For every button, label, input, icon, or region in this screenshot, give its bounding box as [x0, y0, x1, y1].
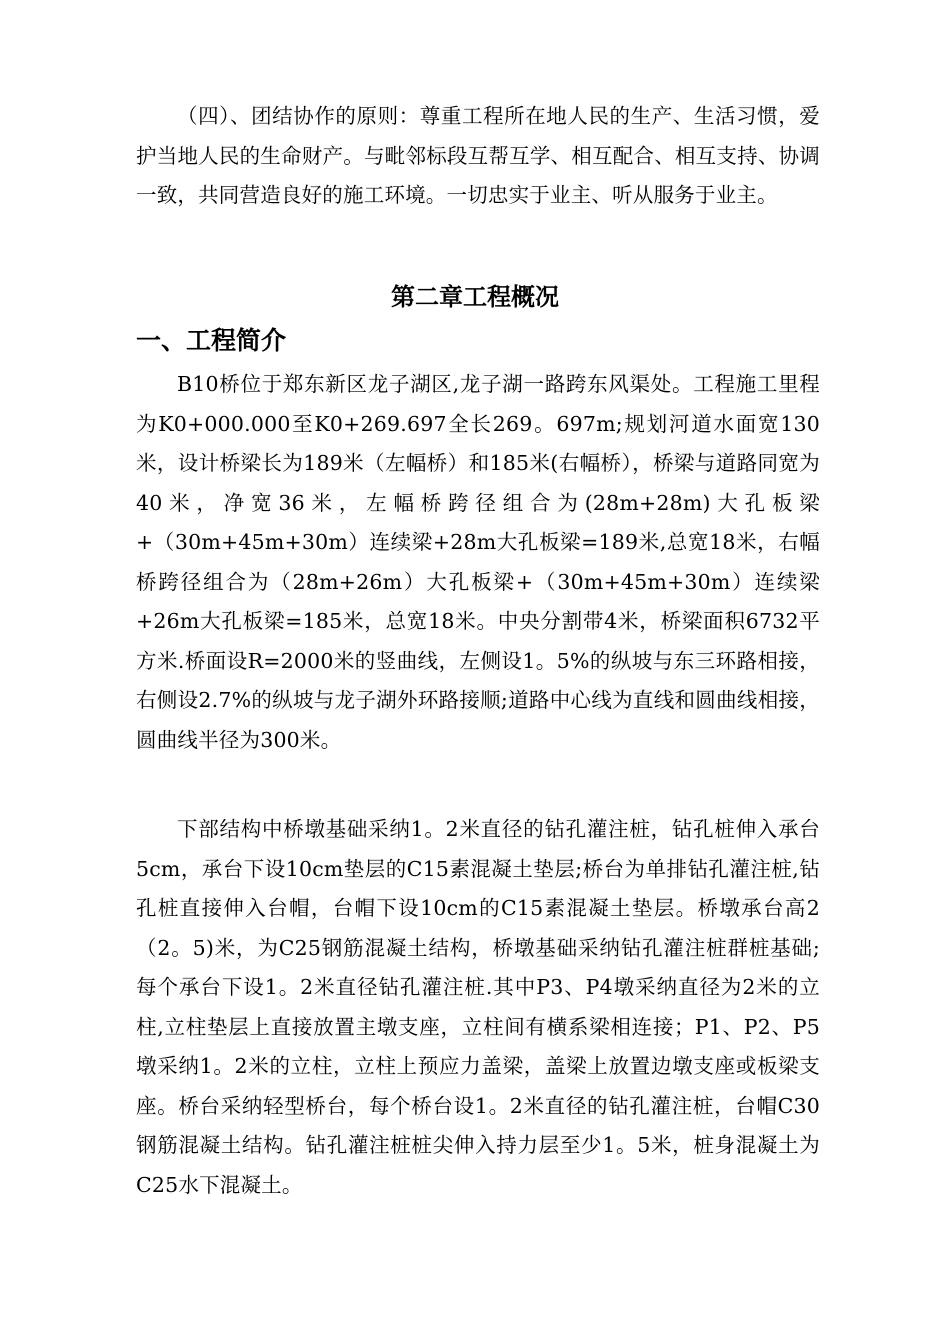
chapter-title: 第二章工程概况 [391, 283, 559, 311]
principle-paragraph: （四）、团结协作的原则：尊重工程所在地人民的生产、生活习惯，爱护当地人民的生命财产。与毗邻标段互帮互学、相互配合、相互支持、协调一致，共同营造良好的施工环境。一切忠实于业主、听从服务于业主。 [136, 104, 820, 207]
intro-paragraph-substructure: 下部结构中桥墩基础采纳1。2米直径的钻孔灌注桩，钻孔桩伸入承台5cm，承台下设10cm垫层的C15素混凝土垫层;桥台为单排钻孔灌注桩,钻孔桩直接伸入台帽，台帽下设10cm的C15素混凝土垫层。桥墩承台高2（2。5)米，为C25钢筋混凝土结构，桥墩基础采纳钻孔灌注桩群桩基础;每个承台下设1。2米直径钻孔灌注桩.其中P3、P4墩采纳直径为2米的立柱,立柱垫层上直接放置主墩支座，立柱间有横系梁相连接；P1、P2、P5墩采纳1。2米的立柱，立柱上预应力盖梁，盖梁上放置边墩支座或板梁支座。桥台采纳轻型桥台，每个桥台设1。2米直径的钻孔灌注桩，台帽C30钢筋混凝土结构。钻孔灌注桩桩尖伸入持力层至少1。5米，桩身混凝土为C25水下混凝土。 [136, 817, 820, 1197]
section-heading: 一、工程简介 [136, 326, 287, 355]
intro-paragraph-location: B10桥位于郑东新区龙子湖区,龙子湖一路跨东风渠处。工程施工里程为K0+000.000至K0+269.697全长269。697m;规划河道水面宽130米，设计桥梁长为189米（左幅桥）和185米(右幅桥），桥梁与道路同宽为40米，净宽36米，左幅桥跨径组合为(28m+28m)大孔板梁+（30m+45m+30m）连续梁+28m大孔板梁=189米,总宽18米，右幅桥跨径组合为（28m+26m）大孔板梁+（30m+45m+30m）连续梁+26m大孔板梁=185米，总宽18米。中央分割带4米，桥梁面积6732平方米.桥面设R=2000米的竖曲线，左侧设1。5%的纵坡与东三环路相接，右侧设2.7%的纵坡与龙子湖外环路接顺;道路中心线为直线和圆曲线相接，圆曲线半径为300米。 [136, 372, 820, 752]
